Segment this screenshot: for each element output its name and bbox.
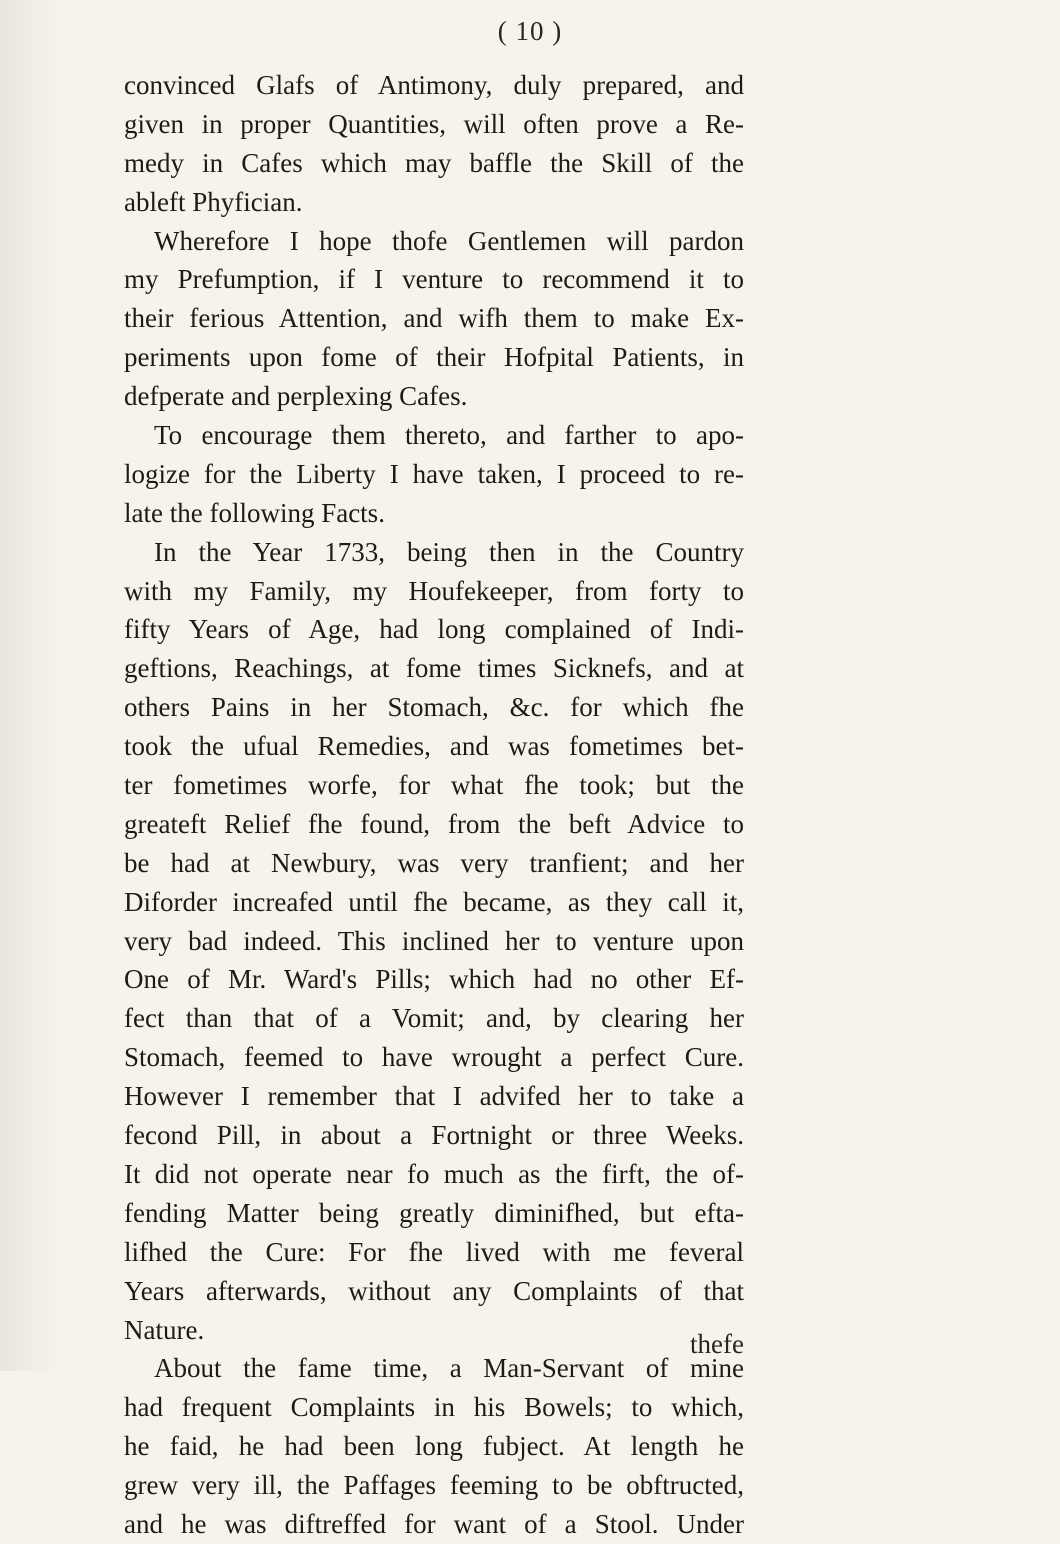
body-text <box>124 66 744 1544</box>
text-line: fect than that of a Vomit; and, by clearing her <box>124 1003 744 1034</box>
text-line: with my Family, my Houfekeeper, from forty to <box>124 575 744 606</box>
text-line: Wherefore I hope thofe Gentlemen will pardon <box>154 225 744 256</box>
text-line: ter fometimes worfe, for what fhe took; but the <box>124 770 744 801</box>
text-line: In the Year 1733, being then in the Country <box>154 536 744 567</box>
text-line: others Pains in her Stomach, &c. for which fhe <box>124 692 744 723</box>
text-line: took the ufual Remedies, and was fometimes bet- <box>124 731 744 762</box>
text-line: Diforder increafed until fhe became, as they call it, <box>124 886 744 917</box>
text-line: fifty Years of Age, had long complained of Indi- <box>124 614 744 645</box>
text-line: logize for the Liberty I have taken, I proceed to re- <box>124 458 744 489</box>
text-line: It did not operate near fo much as the firft, the of- <box>124 1158 744 1189</box>
text-line: lifhed the Cure: For fhe lived with me feveral <box>124 1236 744 1267</box>
text-line: About the fame time, a Man-Servant of mine <box>154 1353 744 1384</box>
text-line: ableft Phyfician. <box>124 186 303 217</box>
text-line: geftions, Reachings, at fome times Sicknefs, and at <box>124 653 744 684</box>
text-line: periments upon fome of their Hofpital Patients, in <box>124 342 744 373</box>
text-line: their ferious Attention, and wifh them to make Ex- <box>124 303 744 334</box>
text-line: late the following Facts. <box>124 497 385 528</box>
text-line: To encourage them thereto, and farther to apo- <box>154 420 744 451</box>
page-edge-shadow <box>0 0 60 1371</box>
text-line: fecond Pill, in about a Fortnight or three Weeks. <box>124 1120 744 1151</box>
text-line: Nature. <box>124 1314 205 1345</box>
text-line: had frequent Complaints in his Bowels; to which, <box>124 1392 744 1423</box>
text-line: he faid, he had been long fubject. At length he <box>124 1431 744 1462</box>
text-line: Stomach, feemed to have wrought a perfect Cure. <box>124 1042 744 1073</box>
text-line: fending Matter being greatly diminifhed, but efta- <box>124 1197 744 1228</box>
text-line: my Prefumption, if I venture to recommend it to <box>124 264 744 295</box>
text-line: be had at Newbury, was very tranfient; and her <box>124 847 744 878</box>
catchword: thefe <box>690 1329 744 1359</box>
page-number: ( 10 ) <box>497 16 563 46</box>
text-line: grew very ill, the Paffages feeming to be obftructed, <box>124 1470 744 1501</box>
text-line: given in proper Quantities, will often prove a Re- <box>124 108 744 139</box>
text-line: defperate and perplexing Cafes. <box>124 381 468 412</box>
text-line: medy in Cafes which may baffle the Skill of the <box>124 147 744 178</box>
text-line: greateft Relief fhe found, from the beft Advice to <box>124 808 744 839</box>
text-line: Years afterwards, without any Complaints of that <box>124 1275 744 1306</box>
text-line: One of Mr. Ward's Pills; which had no other Ef- <box>124 964 744 995</box>
text-line: convinced Glafs of Antimony, duly prepared, and <box>124 70 744 100</box>
text-line: However I remember that I advifed her to take a <box>124 1081 744 1112</box>
text-line: very bad indeed. This inclined her to venture upon <box>124 925 744 956</box>
text-line: and he was diftreffed for want of a Stool. Under <box>124 1508 744 1539</box>
